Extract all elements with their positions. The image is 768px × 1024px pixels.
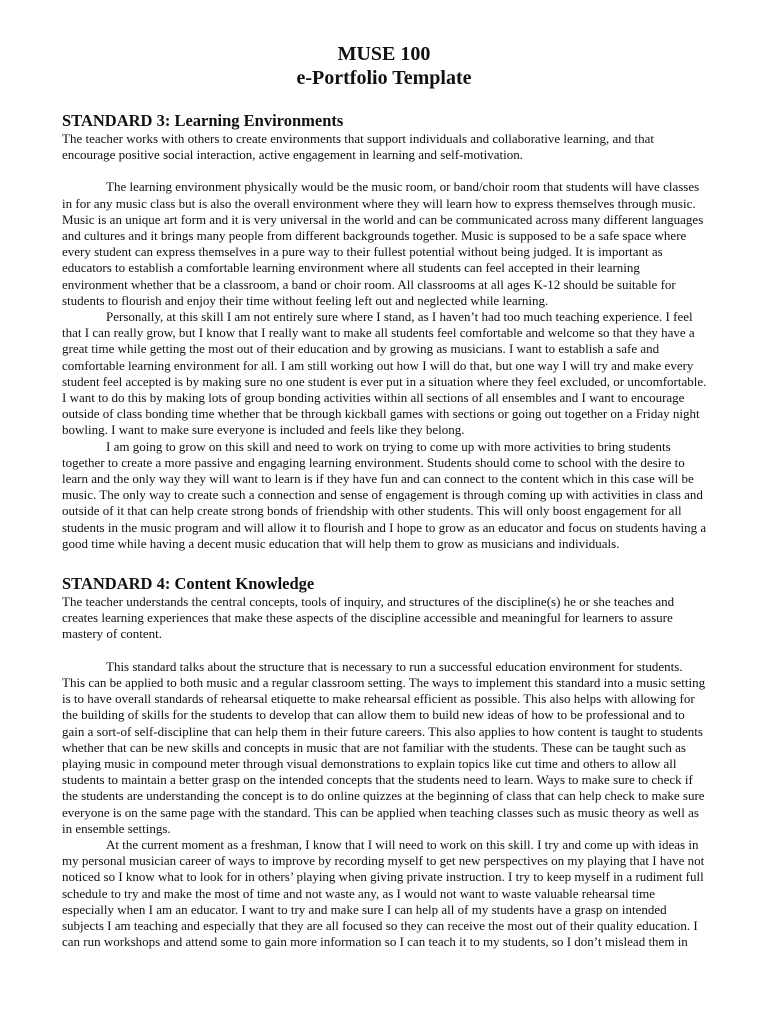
standard-3-heading: STANDARD 3: Learning Environments bbox=[62, 111, 344, 130]
section-spacer bbox=[62, 552, 708, 574]
paragraph-spacer bbox=[62, 163, 708, 179]
document-title-block bbox=[0, 42, 768, 90]
standard-3-paragraph-2: Personally, at this skill I am not entirely sure where I stand, as I haven’t had too much teaching experience. I feel that I can really grow, but I know that I really want to make all students feel comfortable and welcome so that they have a great time while getting the most out of their education and by growing as musicians. I want to establish a safe and comfortable learning environment for all. I am still working out how I will do that, but one way I will try and make every student feel accepted is by making sure no one student is ever put in a situation where they feel excluded, or uncomfortable. I want to do this by making lots of group bonding activities within all sections of all ensembles and I want to encourage outside of class bonding time whether that be through kickball games with sections or going out together on a Friday night bowling. I want to make sure everyone is included and feels like they belong. bbox=[62, 309, 707, 438]
standard-4-paragraph-1: This standard talks about the structure that is necessary to run a successful education environment for students. This can be applied to both music and a regular classroom setting. The ways to implement this standard into a music setting is to have overall standards of rehearsal etiquette to make rehearsal efficient as possible. This also helps with allowing for the building of skills for the students to develop that can allow them to build new ideas of how to be professional and to gain a sort-of self-discipline that can help them in their future careers. This also applies to how content is taught to students whether that can be new skills and concepts in music that are not familiar with the students. These can be taught such as playing music in compound meter through visual demonstrations to explain topics like cut time and others to allow all students to maintain a better grasp on the intended concepts that the students need to learn. Ways to make sure to check if the students are understanding the concept is to do online quizzes at the beginning of class that can help check to make sure everyone is on the same page with the standard. This can be applied when teaching classes such as music theory as well as in ensemble settings. bbox=[62, 658, 706, 836]
standard-4-description: The teacher understands the central concepts, tools of inquiry, and structures of the discipline(s) he or she teaches and creates learning experiences that make these aspects of the discipline accessible and meaningful for learners to assure mastery of content. bbox=[62, 594, 675, 642]
standard-3-paragraph-3: I am going to grow on this skill and need to work on trying to come up with more activities to bring students together to create a more passive and engaging learning environment. Students should come to school with the desire to learn and the only way they will want to learn is if they have fun and can connect to the content which in this case will be music. The only way to create such a connection and sense of engagement is through coming up with activities in class and outside of it that can help create strong bonds of friendship with other students. This will only boost engagement for all students in the music program and will allow it to flourish and I hope to grow as an educator and focus on students having a good time while having a decent music education that will help them to grow as musicians and individuals. bbox=[62, 438, 707, 551]
standard-3-section bbox=[62, 111, 708, 552]
document-subtitle: e-Portfolio Template bbox=[296, 67, 472, 89]
standard-3-description: The teacher works with others to create environments that support individuals and collaborative learning, and that encourage positive social interaction, active engagement in learning and self-motivation. bbox=[62, 131, 655, 163]
standard-4-paragraph-2: At the current moment as a freshman, I know that I will need to work on this skill. I try and come up with ideas in my personal musician career of ways to improve by recording myself to get new perspectives on my playing that I have not noticed so I know what to look for in others’ playing when giving private instruction. I try to keep myself in a rudiment full schedule to try and make the most of time and not waste any, as I would not want to waste valuable rehearsal time especially when I am an educator. I want to try and make sure I can help all of my students have a grasp on intended subjects I am teaching and especially that they are all focused so they can receive the most out of their quality education. I can run workshops and attend some to gain more information so I can teach it to my students, so I don’t mislead them in bbox=[62, 836, 705, 950]
paragraph-spacer bbox=[62, 643, 708, 659]
document-title: MUSE 100 bbox=[337, 43, 431, 65]
standard-4-section bbox=[62, 574, 708, 950]
document-body bbox=[62, 111, 708, 950]
standard-3-paragraph-1: The learning environment physically would be the music room, or band/choir room that students will have classes in for any music class but is also the overall environment where they will learn how to express themselves through music. Music is an unique art form and it is very universal in the world and can be communicated across many different languages and cultures and it brings many people from different backgrounds together. Music is supposed to be a safe space where every student can express themselves in a pure way to their fullest potential without being judged. It is important as educators to establish a comfortable learning environment where all students can feel accepted in their learning environment whether that be a classroom, a band or choir room. All classrooms at all ages K-12 should be suitable for students to flourish and enjoy their time without feeling left out and neglected while learning. bbox=[62, 179, 704, 308]
standard-4-heading: STANDARD 4: Content Knowledge bbox=[62, 574, 315, 594]
